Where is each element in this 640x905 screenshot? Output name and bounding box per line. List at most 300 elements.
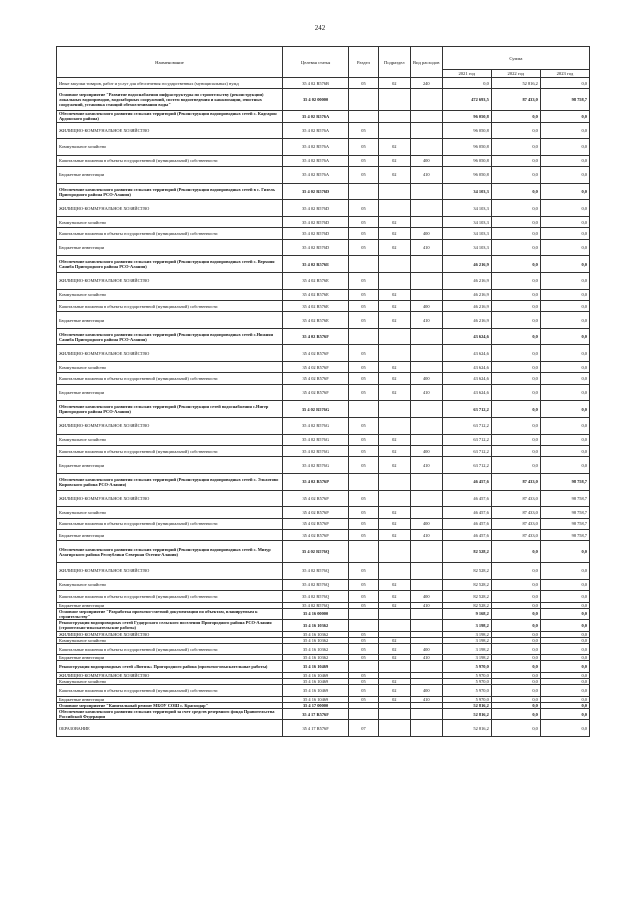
row-subsection: 02 — [378, 362, 410, 373]
row-amount-2023: 0,0 — [540, 434, 589, 445]
row-amount-2021: 82 528,2 — [442, 541, 491, 563]
row-section: 05 — [349, 679, 379, 685]
row-name: Бюджетные инвестиции — [57, 167, 283, 184]
row-name: ЖИЛИЩНО-КОММУНАЛЬНОЕ ХОЗЯЙСТВО — [57, 122, 283, 139]
row-amount-2021: 472 693,5 — [442, 89, 491, 111]
row-name: ЖИЛИЩНО-КОММУНАЛЬНОЕ ХОЗЯЙСТВО — [57, 672, 283, 678]
row-section: 05 — [349, 312, 379, 329]
row-code: 35 4 02 R576P — [282, 518, 348, 529]
row-section: 05 — [349, 507, 379, 518]
row-amount-2021: 46 457,6 — [442, 507, 491, 518]
table-header — [57, 47, 590, 78]
row-amount-2023: 0,0 — [540, 591, 589, 602]
row-section — [349, 256, 379, 273]
row-subsection: 02 — [378, 139, 410, 156]
row-name: Основное мероприятие "Развитие водоснабжения инфраструктуры по строительству (реконструкции) локальных водопроводов, водозаборных сооружений, систем водоотведения и канализации, очистных сооружений, установка станций обезжелезивания воды" — [57, 89, 283, 111]
row-code: 35 4 16 10469 — [282, 661, 348, 672]
row-amount-2021: 96 050,8 — [442, 139, 491, 156]
table-row — [57, 155, 590, 166]
row-subsection: 02 — [378, 518, 410, 529]
row-section: 05 — [349, 272, 379, 289]
table-row — [57, 256, 590, 273]
row-amount-2021: 3 198,2 — [442, 620, 491, 631]
row-name: Бюджетные инвестиции — [57, 529, 283, 540]
row-amount-2021: 46 457,6 — [442, 529, 491, 540]
row-amount-2023: 98 758,7 — [540, 490, 589, 507]
row-subsection — [378, 89, 410, 111]
row-code: 35 4 02 R576Q — [282, 541, 348, 563]
row-code: 35 4 17 00000 — [282, 702, 348, 708]
row-code: 35 4 16 10362 — [282, 643, 348, 654]
row-amount-2023: 0,0 — [540, 579, 589, 590]
header-year-2021: 2021 год — [442, 70, 491, 78]
row-amount-2022: 0,0 — [491, 434, 540, 445]
row-code: 35 4 02 R576F — [282, 362, 348, 373]
row-amount-2021: 5 970,0 — [442, 679, 491, 685]
row-name: Обеспечение комплексного развития сельских территорий (Реконструкция водопроводных сетей с. Мизур Алагирского района Республики Северная Осетия-Алания) — [57, 541, 283, 563]
table-row — [57, 362, 590, 373]
row-amount-2023: 0,0 — [540, 228, 589, 239]
row-amount-2023: 0,0 — [540, 720, 589, 737]
row-amount-2022: 0,0 — [491, 541, 540, 563]
table-row — [57, 434, 590, 445]
row-subsection — [378, 563, 410, 580]
row-amount-2021: 52 816,2 — [442, 708, 491, 719]
row-section: 05 — [349, 602, 379, 608]
row-amount-2021: 3 198,2 — [442, 655, 491, 661]
row-subsection: 02 — [378, 457, 410, 474]
table-row — [57, 345, 590, 362]
row-name: Иные закупки товаров, работ и услуг для обеспечения государственных (муниципальных) нужд — [57, 78, 283, 89]
row-amount-2022: 0,0 — [491, 591, 540, 602]
row-section: 05 — [349, 490, 379, 507]
table-row — [57, 200, 590, 217]
row-amount-2023: 0,0 — [540, 672, 589, 678]
row-subsection: 02 — [378, 655, 410, 661]
row-name: Основное мероприятие "Капитальный ремонт МБОУ СОШ с. Краснодар" — [57, 702, 283, 708]
row-amount-2022: 0,0 — [491, 111, 540, 122]
row-amount-2022: 87 433,0 — [491, 89, 540, 111]
row-section: 05 — [349, 434, 379, 445]
row-amount-2022: 0,0 — [491, 401, 540, 418]
row-name: Бюджетные инвестиции — [57, 457, 283, 474]
row-subsection — [378, 720, 410, 737]
row-type — [410, 507, 442, 518]
row-amount-2023: 0,0 — [540, 111, 589, 122]
row-name: Коммунальное хозяйство — [57, 507, 283, 518]
row-amount-2021: 43 624,6 — [442, 373, 491, 384]
row-type — [410, 200, 442, 217]
row-name: Коммунальное хозяйство — [57, 434, 283, 445]
row-section: 05 — [349, 518, 379, 529]
row-code: 35 4 02 R576P — [282, 490, 348, 507]
row-name: Обеспечение комплексного развития сельских территорий (Реконструкция водопроводных сетей в с. Гизель Пригородного района РСО-Алания) — [57, 183, 283, 200]
row-subsection — [378, 345, 410, 362]
row-section: 05 — [349, 643, 379, 654]
row-subsection: 02 — [378, 78, 410, 89]
row-amount-2023: 0,0 — [540, 239, 589, 256]
row-amount-2021: 34 103,3 — [442, 216, 491, 227]
row-amount-2023: 0,0 — [540, 637, 589, 643]
row-amount-2022: 0,0 — [491, 661, 540, 672]
row-code: 35 4 02 R576G — [282, 401, 348, 418]
row-name: Обеспечение комплексного развития сельских территорий (Реконструкция водопроводных сетей с. Эльхотово Кировского района РСО-Алания) — [57, 474, 283, 491]
row-amount-2022: 0,0 — [491, 289, 540, 300]
row-subsection: 02 — [378, 384, 410, 401]
row-subsection: 02 — [378, 216, 410, 227]
row-name: Коммунальное хозяйство — [57, 579, 283, 590]
row-code: 35 4 16 10362 — [282, 637, 348, 643]
row-type: 400 — [410, 643, 442, 654]
row-amount-2021: 43 624,6 — [442, 328, 491, 345]
row-subsection: 02 — [378, 685, 410, 696]
row-type — [410, 661, 442, 672]
row-section: 05 — [349, 155, 379, 166]
row-section — [349, 328, 379, 345]
row-section: 05 — [349, 637, 379, 643]
row-name: ЖИЛИЩНО-КОММУНАЛЬНОЕ ХОЗЯЙСТВО — [57, 345, 283, 362]
header-year-2023: 2023 год — [540, 70, 589, 78]
row-type — [410, 139, 442, 156]
row-section: 07 — [349, 720, 379, 737]
row-code: 35 4 16 10469 — [282, 696, 348, 702]
row-amount-2022: 0,0 — [491, 457, 540, 474]
row-subsection: 02 — [378, 228, 410, 239]
row-subsection: 02 — [378, 167, 410, 184]
row-type: 410 — [410, 529, 442, 540]
row-name: Капитальные вложения в объекты государственной (муниципальной) собственности — [57, 446, 283, 457]
row-amount-2022: 0,0 — [491, 200, 540, 217]
row-code: 35 4 16 10362 — [282, 631, 348, 637]
row-amount-2023: 0,0 — [540, 312, 589, 329]
row-code: 35 4 16 10469 — [282, 672, 348, 678]
row-amount-2021: 82 528,2 — [442, 563, 491, 580]
row-amount-2023: 98 758,7 — [540, 518, 589, 529]
row-amount-2021: 43 624,6 — [442, 362, 491, 373]
row-subsection: 02 — [378, 434, 410, 445]
row-subsection — [378, 200, 410, 217]
row-type: 400 — [410, 446, 442, 457]
row-amount-2023: 0,0 — [540, 708, 589, 719]
row-name: Капитальные вложения в объекты государственной (муниципальной) собственности — [57, 155, 283, 166]
row-amount-2023: 0,0 — [540, 362, 589, 373]
row-amount-2023: 0,0 — [540, 655, 589, 661]
row-amount-2022: 0,0 — [491, 256, 540, 273]
row-amount-2022: 87 433,0 — [491, 490, 540, 507]
row-code: 35 4 02 R576P — [282, 529, 348, 540]
row-amount-2021: 63 712,2 — [442, 418, 491, 435]
row-code: 35 4 17 R576F — [282, 708, 348, 719]
row-amount-2022: 0,0 — [491, 167, 540, 184]
row-code: 35 4 02 R576F — [282, 384, 348, 401]
row-code: 35 4 02 R576Q — [282, 579, 348, 590]
table-row — [57, 89, 590, 111]
row-subsection — [378, 183, 410, 200]
row-section: 05 — [349, 384, 379, 401]
row-type — [410, 708, 442, 719]
row-name: Обеспечение комплексного развития сельских территорий (Реконструкция водопроводных сетей с.Нижняя Саниба Пригородного района РСО-Алания) — [57, 328, 283, 345]
header-amount: Сумма — [442, 47, 589, 70]
row-amount-2023: 0,0 — [540, 608, 589, 619]
row-code: 35 4 02 R576G — [282, 434, 348, 445]
row-amount-2023: 0,0 — [540, 702, 589, 708]
row-amount-2022: 0,0 — [491, 696, 540, 702]
row-code: 35 4 02 R576Q — [282, 591, 348, 602]
row-amount-2022: 0,0 — [491, 579, 540, 590]
table-row — [57, 620, 590, 631]
row-section: 05 — [349, 655, 379, 661]
row-code: 35 4 16 10469 — [282, 679, 348, 685]
row-section — [349, 401, 379, 418]
row-name: Капитальные вложения в объекты государственной (муниципальной) собственности — [57, 591, 283, 602]
table-row — [57, 507, 590, 518]
table-row — [57, 529, 590, 540]
row-amount-2023: 0,0 — [540, 446, 589, 457]
table-row — [57, 139, 590, 156]
row-amount-2022: 0,0 — [491, 362, 540, 373]
row-amount-2023: 0,0 — [540, 563, 589, 580]
row-subsection — [378, 474, 410, 491]
table-row — [57, 474, 590, 491]
table-row — [57, 183, 590, 200]
row-amount-2022: 0,0 — [491, 643, 540, 654]
row-amount-2021: 63 712,2 — [442, 446, 491, 457]
row-amount-2021: 34 103,3 — [442, 228, 491, 239]
row-amount-2022: 87 433,0 — [491, 518, 540, 529]
row-section: 05 — [349, 362, 379, 373]
row-amount-2021: 63 712,2 — [442, 401, 491, 418]
table-row — [57, 312, 590, 329]
table-row — [57, 289, 590, 300]
row-amount-2022: 0,0 — [491, 620, 540, 631]
row-amount-2022: 0,0 — [491, 672, 540, 678]
row-type: 410 — [410, 696, 442, 702]
row-amount-2022: 52 816,2 — [491, 78, 540, 89]
row-amount-2022: 87 433,0 — [491, 507, 540, 518]
row-section: 05 — [349, 631, 379, 637]
row-amount-2021: 82 528,2 — [442, 579, 491, 590]
row-amount-2022: 0,0 — [491, 702, 540, 708]
row-amount-2023: 0,0 — [540, 289, 589, 300]
row-amount-2021: 46 457,6 — [442, 490, 491, 507]
row-code: 35 4 02 R576D — [282, 200, 348, 217]
row-subsection: 02 — [378, 289, 410, 300]
row-amount-2022: 0,0 — [491, 384, 540, 401]
row-code: 35 4 02 R576Q — [282, 563, 348, 580]
row-amount-2022: 0,0 — [491, 679, 540, 685]
page-number: 242 — [314, 24, 326, 32]
header-subsection: Подраздел — [378, 47, 410, 78]
row-subsection: 02 — [378, 637, 410, 643]
header-type: Вид расходов — [410, 47, 442, 78]
row-amount-2021: 5 970,0 — [442, 685, 491, 696]
row-amount-2021: 96 050,8 — [442, 167, 491, 184]
table-row — [57, 239, 590, 256]
row-amount-2021: 46 216,9 — [442, 272, 491, 289]
table-row — [57, 541, 590, 563]
row-subsection: 02 — [378, 239, 410, 256]
row-amount-2021: 9 168,2 — [442, 608, 491, 619]
row-amount-2023: 0,0 — [540, 696, 589, 702]
table-row — [57, 591, 590, 602]
row-code: 35 4 02 R576A — [282, 111, 348, 122]
table-row — [57, 685, 590, 696]
row-section: 05 — [349, 122, 379, 139]
table-row — [57, 563, 590, 580]
row-type — [410, 328, 442, 345]
table-row — [57, 167, 590, 184]
header-section: Раздел — [349, 47, 379, 78]
row-amount-2021: 82 528,2 — [442, 602, 491, 608]
table-row — [57, 446, 590, 457]
row-type — [410, 183, 442, 200]
row-subsection — [378, 401, 410, 418]
row-amount-2023: 0,0 — [540, 418, 589, 435]
row-subsection: 02 — [378, 643, 410, 654]
row-amount-2021: 0,0 — [442, 78, 491, 89]
row-code: 35 4 02 R576F — [282, 345, 348, 362]
row-amount-2022: 0,0 — [491, 312, 540, 329]
row-type — [410, 434, 442, 445]
table-row — [57, 643, 590, 654]
row-name: Обеспечение комплексного развития сельских территорий (Реконструкция водопроводных сетей с. Кадгарон Ардонского района) — [57, 111, 283, 122]
row-type: 400 — [410, 518, 442, 529]
row-type: 240 — [410, 78, 442, 89]
row-name: Бюджетные инвестиции — [57, 655, 283, 661]
row-subsection: 02 — [378, 507, 410, 518]
row-type — [410, 401, 442, 418]
row-amount-2023: 0,0 — [540, 661, 589, 672]
row-amount-2023: 0,0 — [540, 122, 589, 139]
row-amount-2021: 43 624,6 — [442, 384, 491, 401]
table-row — [57, 608, 590, 619]
row-amount-2021: 3 198,2 — [442, 643, 491, 654]
row-subsection: 02 — [378, 602, 410, 608]
row-amount-2023: 0,0 — [540, 679, 589, 685]
row-name: ЖИЛИЩНО-КОММУНАЛЬНОЕ ХОЗЯЙСТВО — [57, 490, 283, 507]
row-section: 05 — [349, 239, 379, 256]
row-type — [410, 89, 442, 111]
table-row — [57, 401, 590, 418]
row-name: Реконструкция водопроводных сетей Гудаурского сельского поселения Пригородного района РСО-Алания (строительно-изыскательские работы) — [57, 620, 283, 631]
row-amount-2023: 0,0 — [540, 384, 589, 401]
row-section: 05 — [349, 672, 379, 678]
row-name: Капитальные вложения в объекты государственной (муниципальной) собственности — [57, 300, 283, 311]
row-amount-2023: 0,0 — [540, 139, 589, 156]
row-section: 05 — [349, 685, 379, 696]
row-code: 35 4 02 R576A — [282, 139, 348, 156]
row-subsection: 02 — [378, 312, 410, 329]
table-row — [57, 111, 590, 122]
row-amount-2021: 34 103,3 — [442, 200, 491, 217]
row-code: 35 4 02 R576B — [282, 78, 348, 89]
row-amount-2021: 96 050,8 — [442, 155, 491, 166]
header-code: Целевая статья — [282, 47, 348, 78]
row-code: 35 4 16 10362 — [282, 655, 348, 661]
row-type — [410, 563, 442, 580]
row-name: Бюджетные инвестиции — [57, 384, 283, 401]
row-amount-2021: 46 216,9 — [442, 312, 491, 329]
row-type — [410, 418, 442, 435]
row-name: ЖИЛИЩНО-КОММУНАЛЬНОЕ ХОЗЯЙСТВО — [57, 563, 283, 580]
row-type — [410, 216, 442, 227]
row-amount-2022: 87 433,0 — [491, 529, 540, 540]
row-amount-2022: 0,0 — [491, 563, 540, 580]
row-code: 35 4 02 00000 — [282, 89, 348, 111]
row-section — [349, 608, 379, 619]
row-code: 35 4 02 R576F — [282, 373, 348, 384]
row-amount-2022: 0,0 — [491, 139, 540, 156]
row-amount-2023: 0,0 — [540, 620, 589, 631]
row-amount-2023: 0,0 — [540, 256, 589, 273]
row-amount-2021: 5 970,0 — [442, 672, 491, 678]
row-code: 35 4 02 R576A — [282, 155, 348, 166]
row-amount-2021: 52 816,2 — [442, 702, 491, 708]
row-type — [410, 490, 442, 507]
table-row — [57, 328, 590, 345]
row-name: ОБРАЗОВАНИЕ — [57, 720, 283, 737]
header-name: Наименование — [57, 47, 283, 78]
row-code: 35 4 02 R576P — [282, 507, 348, 518]
row-type — [410, 720, 442, 737]
row-amount-2023: 0,0 — [540, 300, 589, 311]
row-amount-2022: 0,0 — [491, 272, 540, 289]
table-row — [57, 78, 590, 89]
row-code: 35 4 02 R576Q — [282, 602, 348, 608]
row-subsection — [378, 122, 410, 139]
row-section: 05 — [349, 216, 379, 227]
row-code: 35 4 16 10362 — [282, 620, 348, 631]
row-amount-2021: 43 624,6 — [442, 345, 491, 362]
row-amount-2022: 0,0 — [491, 373, 540, 384]
row-subsection: 02 — [378, 591, 410, 602]
row-section: 05 — [349, 345, 379, 362]
row-amount-2023: 0,0 — [540, 685, 589, 696]
row-section: 05 — [349, 300, 379, 311]
row-name: Капитальные вложения в объекты государственной (муниципальной) собственности — [57, 685, 283, 696]
row-subsection — [378, 620, 410, 631]
row-amount-2023: 0,0 — [540, 272, 589, 289]
row-name: ЖИЛИЩНО-КОММУНАЛЬНОЕ ХОЗЯЙСТВО — [57, 200, 283, 217]
row-section: 05 — [349, 457, 379, 474]
row-amount-2021: 46 216,9 — [442, 300, 491, 311]
row-section: 05 — [349, 696, 379, 702]
row-amount-2023: 0,0 — [540, 328, 589, 345]
row-code: 35 4 02 R576D — [282, 228, 348, 239]
row-type — [410, 111, 442, 122]
row-amount-2021: 34 103,3 — [442, 239, 491, 256]
row-code: 35 4 02 R576E — [282, 256, 348, 273]
row-section: 05 — [349, 289, 379, 300]
row-type — [410, 579, 442, 590]
row-name: Обеспечение комплексного развития сельских территорий (Реконструкция сетей водоснабжения с.Нигер Пригородного района РСО-Алания) — [57, 401, 283, 418]
row-amount-2022: 87 433,0 — [491, 474, 540, 491]
row-code: 35 4 02 R576E — [282, 300, 348, 311]
row-name: Капитальные вложения в объекты государственной (муниципальной) собственности — [57, 518, 283, 529]
row-code: 35 4 17 R576F — [282, 720, 348, 737]
row-code: 35 4 02 R576A — [282, 122, 348, 139]
row-type — [410, 620, 442, 631]
header-year-2022: 2022 год — [491, 70, 540, 78]
row-section — [349, 89, 379, 111]
row-subsection: 02 — [378, 679, 410, 685]
row-amount-2021: 46 216,9 — [442, 289, 491, 300]
row-amount-2022: 0,0 — [491, 418, 540, 435]
row-section — [349, 708, 379, 719]
row-amount-2023: 98 758,7 — [540, 89, 589, 111]
row-amount-2021: 46 457,6 — [442, 474, 491, 491]
row-name: Коммунальное хозяйство — [57, 362, 283, 373]
